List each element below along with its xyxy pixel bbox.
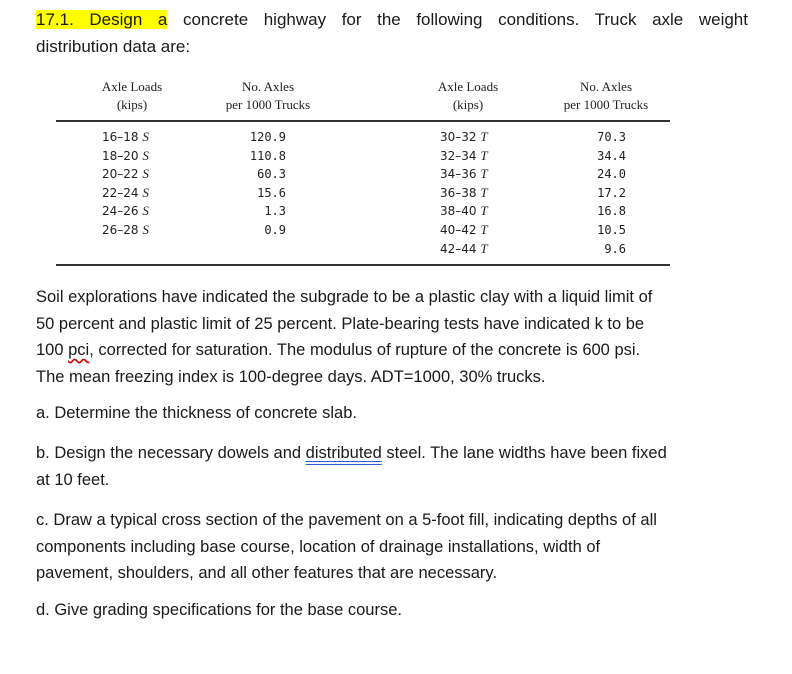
right-row-axles-6: 9.6	[604, 241, 626, 256]
right-row-load-4: 38–40 T	[440, 203, 488, 219]
problem-title	[36, 7, 748, 60]
part-d: d. Give grading specifications for the base course.	[36, 601, 402, 619]
right-row-load-2: 34–36 T	[440, 166, 488, 182]
right-row-load-5: 40–42 T	[440, 221, 488, 237]
soil-paragraph	[36, 284, 748, 390]
left-row-axles-2: 60.3	[257, 167, 286, 182]
soil-line-1: Soil explorations have indicated the subgrade to be a plastic clay with a liquid limit of	[36, 288, 653, 306]
left-row-load-4: 24–26 S	[102, 203, 149, 219]
soil-line-4: The mean freezing index is 100-degree days. ADT=1000, 30% trucks.	[36, 367, 546, 386]
header-axle-loads-2: Axle Loads (kips)	[437, 79, 499, 112]
right-row-load-1: 32–34 T	[440, 147, 488, 163]
pci-spelling-mark: pci	[68, 341, 90, 359]
right-axles-column	[576, 128, 626, 258]
problem-title-text: concrete highway for the following conditions. Truck axle weight	[167, 10, 748, 29]
right-row-axles-5: 10.5	[597, 222, 626, 237]
soil-line-2: 50 percent and plastic limit of 25 percent. Plate-bearing tests have indicated k to be	[36, 314, 645, 333]
part-b-line-1: b. Design the necessary dowels and distributed steel. The lane widths have been fixed	[36, 444, 667, 462]
right-axle-load-column	[440, 128, 488, 258]
distributed-grammar-mark: distributed	[305, 444, 382, 462]
problem-title-line2: distribution data are:	[36, 37, 191, 56]
header-no-axles-2: No. Axles per 1000 Trucks	[563, 79, 649, 112]
problem-number-highlight: 17.1. Design a	[36, 10, 168, 29]
part-c-line-2: components including base course, location of drainage installations, width of	[36, 537, 601, 556]
axle-weight-table	[56, 74, 670, 270]
part-c	[36, 507, 748, 587]
left-row-axles-1: 110.8	[249, 148, 286, 163]
right-row-load-3: 36–38 T	[440, 184, 488, 200]
header-no-axles-1: No. Axles per 1000 Trucks	[225, 79, 311, 112]
soil-line-3: 100 pci, corrected for saturation. The modulus of rupture of the concrete is 600 psi.	[36, 341, 641, 359]
right-row-axles-3: 17.2	[597, 185, 626, 200]
part-c-line-1: c. Draw a typical cross section of the pavement on a 5-foot fill, indicating depths of all	[36, 511, 657, 529]
left-row-axles-3: 15.6	[257, 185, 286, 200]
right-row-axles-4: 16.8	[597, 204, 626, 219]
right-row-load-0: 30–32 T	[440, 129, 488, 144]
problem-title-line1	[36, 7, 748, 33]
left-row-load-1: 18–20 S	[102, 147, 149, 163]
left-axle-load-column	[102, 128, 149, 240]
right-row-axles-0: 70.3	[597, 130, 626, 144]
part-b-line-2: at 10 feet.	[36, 470, 110, 489]
left-row-load-0: 16–18 S	[102, 129, 149, 144]
left-row-load-5: 26–28 S	[102, 221, 149, 237]
left-row-axles-0: 120.9	[249, 130, 286, 144]
left-row-axles-4: 1.3	[264, 204, 286, 219]
left-row-load-3: 22–24 S	[102, 184, 149, 200]
part-a: a. Determine the thickness of concrete slab.	[36, 404, 357, 422]
left-row-load-2: 20–22 S	[102, 166, 149, 182]
part-b	[36, 440, 748, 493]
header-axle-loads-1: Axle Loads (kips)	[101, 79, 163, 112]
table-top-rule	[56, 120, 670, 122]
right-row-axles-2: 24.0	[597, 167, 626, 182]
left-row-axles-5: 0.9	[264, 222, 286, 237]
table-bottom-rule	[56, 264, 670, 266]
right-row-load-6: 42–44 T	[440, 240, 488, 256]
right-row-axles-1: 34.4	[597, 148, 626, 163]
left-axles-column	[236, 128, 286, 240]
part-c-line-3: pavement, shoulders, and all other features that are necessary.	[36, 564, 498, 582]
